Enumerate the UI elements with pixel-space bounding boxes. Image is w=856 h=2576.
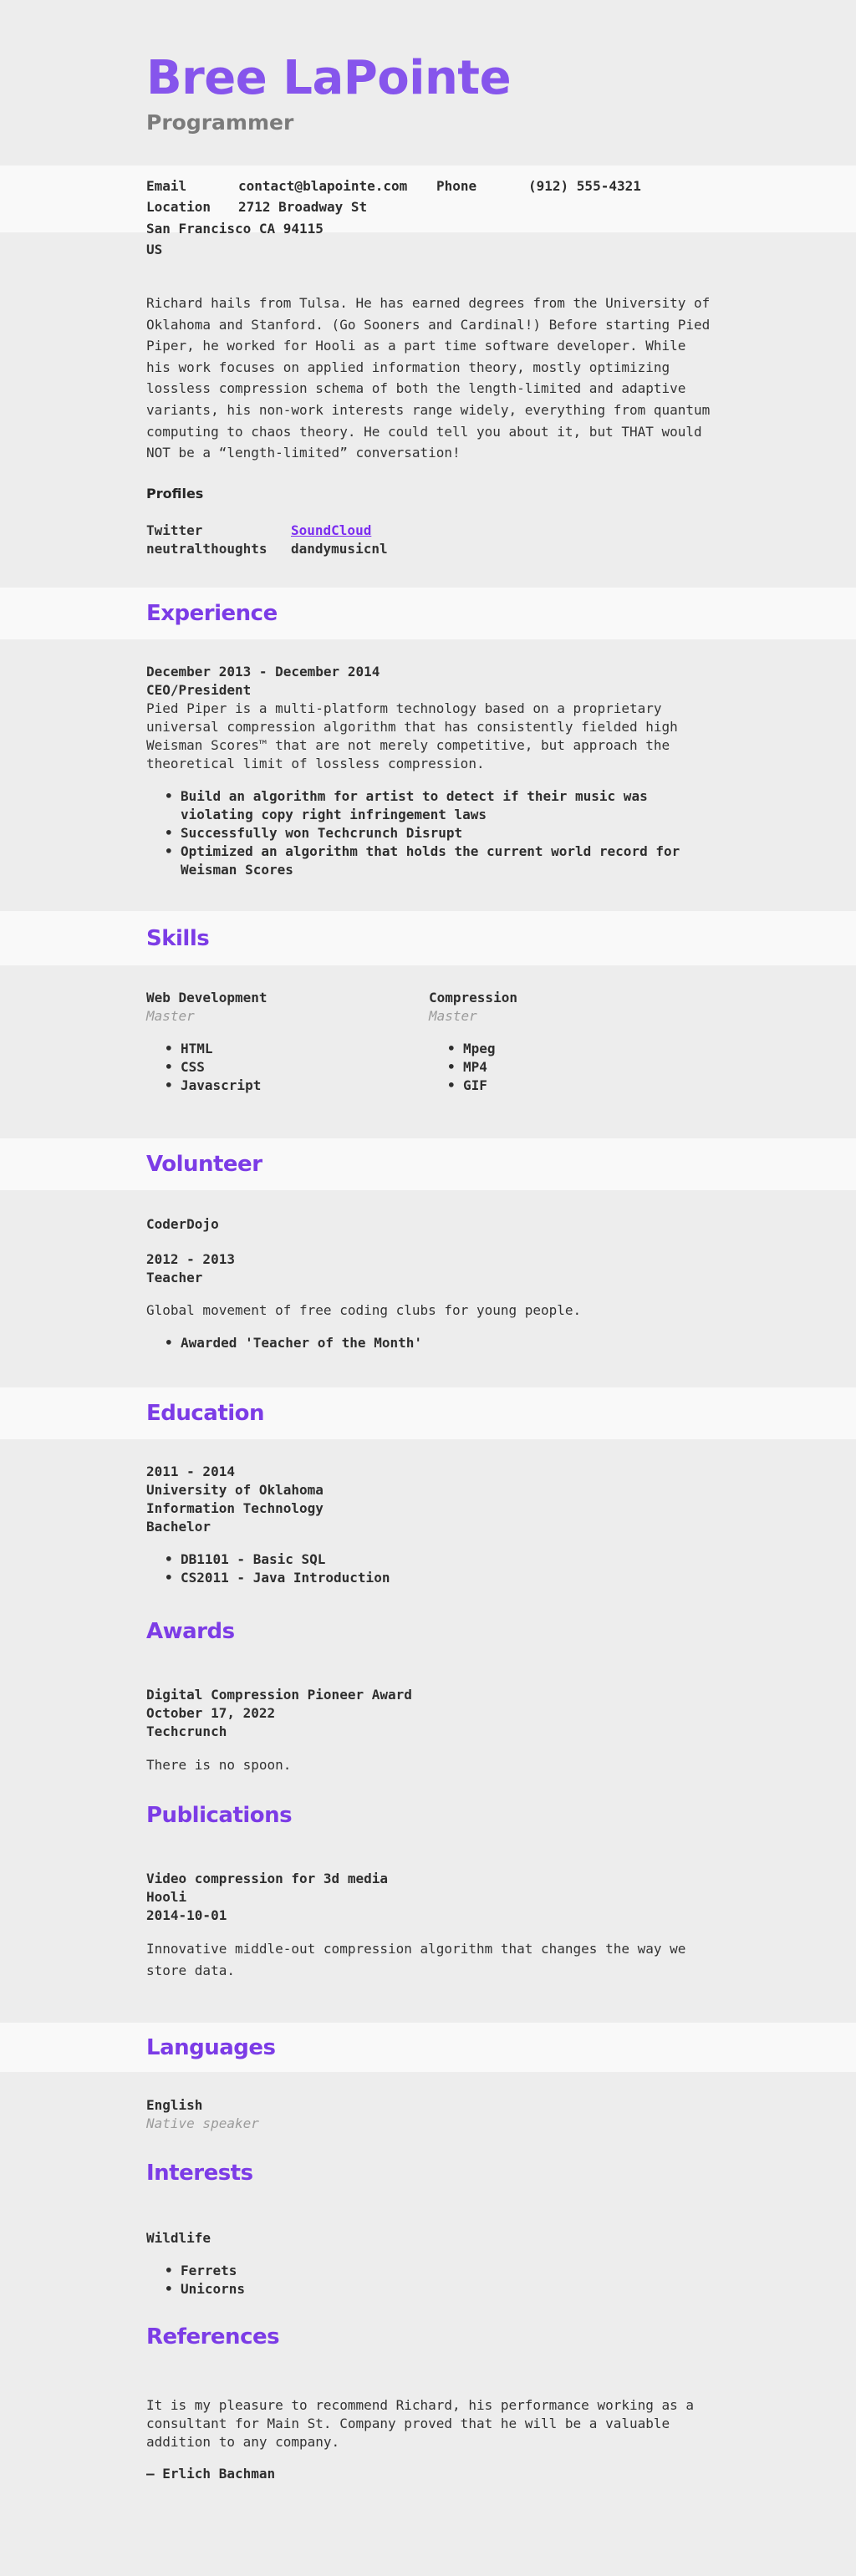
work-highlight: • Successfully won Techcrunch Disrupt <box>146 824 711 843</box>
work-dates: December 2013 - December 2014 <box>146 664 380 680</box>
city-line: San Francisco CA 94115 <box>146 220 324 237</box>
email-label: Email <box>146 178 187 194</box>
volunteer-highlights <box>146 1334 711 1352</box>
work-highlight: • Optimized an algorithm that holds the current world record for Weisman Scores <box>146 843 711 879</box>
languages-heading: Languages <box>146 2034 276 2060</box>
contact-row-2 <box>146 196 711 217</box>
profiles-heading: Profiles <box>146 485 204 501</box>
profile-username: dandymusicnl <box>291 540 388 557</box>
publication-name: Video compression for 3d media <box>146 1871 388 1886</box>
skill-keyword: • MP4 <box>429 1058 711 1077</box>
language-fluency: Native speaker <box>146 2115 259 2131</box>
work-highlights <box>146 787 711 879</box>
email-value: contact@blapointe.com <box>238 178 408 194</box>
reference-text: It is my pleasure to recommend Richard, his performance working as a consultant for Main St. Company proved that he will be a valuable addition to any company. <box>146 2397 695 2450</box>
publication-publisher: Hooli <box>146 1889 187 1905</box>
award-date: October 17, 2022 <box>146 1705 276 1721</box>
interest-name: Wildlife <box>146 2230 211 2246</box>
education-course: • CS2011 - Java Introduction <box>146 1569 711 1587</box>
skill-keyword: • HTML <box>146 1040 429 1058</box>
experience-heading: Experience <box>146 601 278 626</box>
job-title-label: Programmer <box>146 110 294 135</box>
skill-name: Web Development <box>146 990 268 1005</box>
skill-name: Compression <box>429 990 517 1005</box>
interests-heading: Interests <box>146 2161 253 2186</box>
skill-keywords <box>146 1040 429 1095</box>
work-highlight: • Build an algorithm for artist to detect if their music was violating copy right infringement laws <box>146 787 711 824</box>
skills-heading: Skills <box>146 925 210 951</box>
skill-compression <box>429 989 711 1095</box>
profile-network: Twitter <box>146 522 203 538</box>
skill-keyword: • Javascript <box>146 1077 429 1095</box>
skill-keyword: • GIF <box>429 1077 711 1095</box>
work-summary: Pied Piper is a multi-platform technology based on a proprietary universal compression algorithm that has consistently fielded high Weisman Scores™ that are not merely competitive, but approach the theoretical limit of lossless compression. <box>146 700 678 771</box>
phone-value: (912) 555-4321 <box>528 178 641 194</box>
profiles-list <box>146 522 711 558</box>
work-position: CEO/President <box>146 682 252 698</box>
profile-network-link[interactable]: SoundCloud <box>291 522 372 538</box>
education-awards-publications-section <box>0 1439 856 2023</box>
skill-keyword: • CSS <box>146 1058 429 1077</box>
contact-section <box>0 165 856 258</box>
interest-keyword: • Ferrets <box>146 2262 711 2280</box>
profile-soundcloud <box>291 522 436 558</box>
volunteer-summary: Global movement of free coding clubs for young people. <box>146 1302 582 1318</box>
interest-keywords <box>146 2262 711 2299</box>
awards-heading: Awards <box>146 1619 235 1644</box>
education-courses <box>146 1550 711 1587</box>
publications-heading: Publications <box>146 1803 293 1828</box>
publication-date: 2014-10-01 <box>146 1907 227 1923</box>
summary-paragraph: Richard hails from Tulsa. He has earned degrees from the University of Oklahoma and Stanford. (Go Sooners and Cardinal!) Before starting Pied Piper, he worked for Hooli as a part time software developer. While his work focuses on applied information theory, mostly optimizing lossless compression schema of both the length-limited and adaptive variants, his non-work interests range widely, everything from quantum computing to chaos theory. He could tell you about it, but THAT would NOT be a “length-limited” conversation! <box>146 295 711 461</box>
education-degree: Bachelor <box>146 1519 211 1535</box>
hero-section <box>0 0 856 165</box>
address-value: 2712 Broadway St <box>238 199 368 216</box>
volunteer-heading: Volunteer <box>146 1152 262 1177</box>
publication-summary: Innovative middle-out compression algorithm that changes the way we store data. <box>146 1941 686 1978</box>
volunteer-position: Teacher <box>146 1270 203 1285</box>
education-dates: 2011 - 2014 <box>146 1464 235 1479</box>
experience-section <box>0 639 856 911</box>
contact-row-1 <box>146 176 711 196</box>
award-title: Digital Compression Pioneer Award <box>146 1687 412 1703</box>
language-name: English <box>146 2097 203 2113</box>
volunteer-section <box>0 1190 856 1387</box>
profile-twitter <box>146 522 291 558</box>
skill-keyword: • Mpeg <box>429 1040 711 1058</box>
phone-label: Phone <box>436 178 477 194</box>
award-summary: There is no spoon. <box>146 1757 292 1773</box>
interest-keyword: • Unicorns <box>146 2280 711 2299</box>
languages-interests-references-section <box>0 2072 856 2576</box>
profile-username: neutralthoughts <box>146 540 268 557</box>
volunteer-dates: 2012 - 2013 <box>146 1251 235 1267</box>
languages-header-band <box>0 2023 856 2072</box>
volunteer-highlight: • Awarded 'Teacher of the Month' <box>146 1334 711 1352</box>
skill-keywords <box>429 1040 711 1095</box>
country-line: US <box>146 242 163 258</box>
reference-attribution: — Erlich Bachman <box>146 2466 276 2482</box>
education-course: • DB1101 - Basic SQL <box>146 1550 711 1569</box>
skill-web-development <box>146 989 429 1095</box>
skills-section <box>0 965 856 1138</box>
education-area: Information Technology <box>146 1500 324 1516</box>
education-header-band <box>0 1387 856 1439</box>
education-heading: Education <box>146 1401 265 1426</box>
award-awarder: Techcrunch <box>146 1723 227 1739</box>
education-institution: University of Oklahoma <box>146 1482 324 1498</box>
skills-header-band <box>0 911 856 965</box>
location-label: Location <box>146 199 211 216</box>
references-heading: References <box>146 2324 280 2349</box>
volunteer-organization: CoderDojo <box>146 1216 219 1232</box>
skill-level: Master <box>146 1008 195 1024</box>
about-section <box>0 232 856 588</box>
page-title: Bree LaPointe <box>146 51 512 105</box>
experience-header-band <box>0 588 856 639</box>
skill-level: Master <box>429 1008 477 1024</box>
volunteer-header-band <box>0 1138 856 1190</box>
